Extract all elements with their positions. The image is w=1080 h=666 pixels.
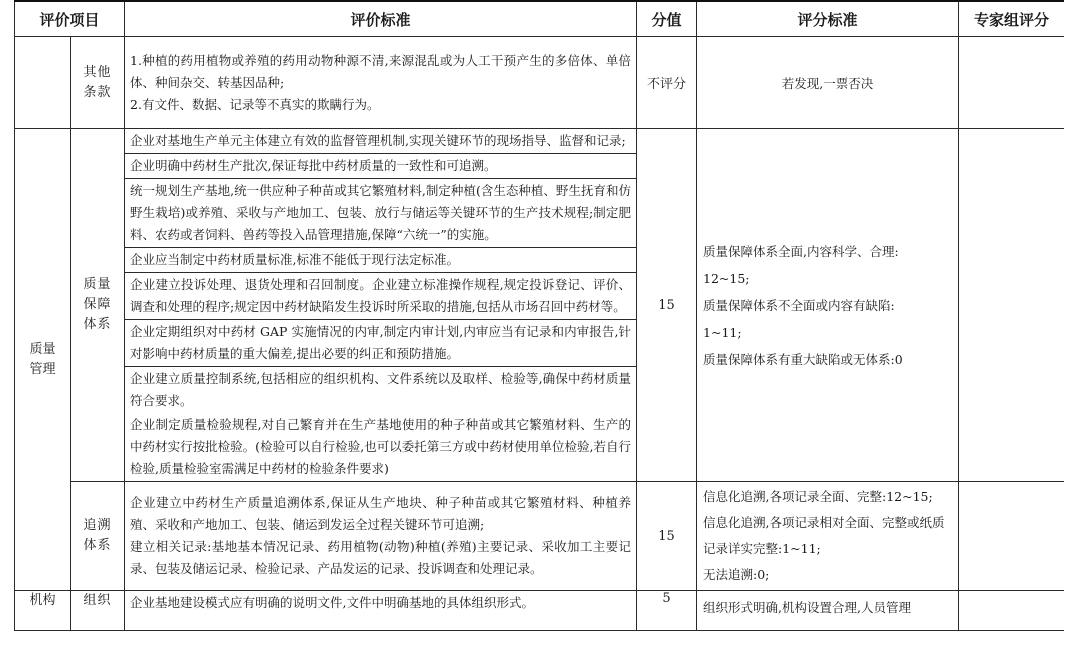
org-standard-cell: 企业基地建设模式应有明确的说明文件,文件中明确基地的具体组织形式。 xyxy=(125,591,637,631)
quality-category-label-2: 管理 xyxy=(29,361,56,377)
trace-sub-cell xyxy=(71,482,125,591)
other-clauses-row xyxy=(15,37,1065,129)
org-sub-cell: 组织 xyxy=(71,591,125,631)
other-value-cell: 不评分 xyxy=(637,37,697,129)
other-category-cell xyxy=(15,37,71,129)
quality-category-cell xyxy=(15,129,71,591)
trace-rule-cell xyxy=(697,482,959,591)
other-rule-cell: 若发现,一票否决 xyxy=(697,37,959,129)
evaluation-table xyxy=(14,0,1064,631)
qa-standard-item-5: 企业建立投诉处理、退货处理和召回制度。企业建立标准操作规程,规定投诉登记、评价、调查和处理的程序;规定因中药材缺陷发生投诉时所采取的措施,包括从市场召回中药材等。 xyxy=(125,273,636,320)
qa-standard-item-8: 企业制定质量检验规程,对自己繁育并在生产基地使用的种子种苗或其它繁殖材料、生产的中药材实行按批检验。(检验可以自行检验,也可以委托第三方或中药材使用单位检验,若自行检验,质量检验室需满足中药材的检验条件要求) xyxy=(130,417,632,476)
qa-rule-line-4: 1~11; xyxy=(703,324,742,340)
org-rule-cell: 组织形式明确,机构设置合理,人员管理 xyxy=(697,591,959,631)
quality-assurance-row xyxy=(15,129,1065,482)
quality-category-label-1: 质量 xyxy=(29,341,56,357)
trace-rule-line-1: 信息化追溯,各项记录全面、完整:12~15; xyxy=(703,489,933,504)
header-eval-item: 评价项目 xyxy=(15,1,125,37)
other-sub-label-2: 条款 xyxy=(83,84,112,100)
trace-standard-item-2: 建立相关记录:基地基本情况记录、药用植物(动物)种植(养殖)主要记录、采收加工主要记录、包装及储运记录、检验记录、产品发运的记录、投诉调查和处理记录。 xyxy=(130,539,632,576)
qa-rule-line-3: 质量保障体系不全面或内容有缺陷: xyxy=(703,297,895,313)
qa-sub-cell xyxy=(71,129,125,482)
header-score-value: 分值 xyxy=(637,1,697,37)
qa-rule-line-2: 12~15; xyxy=(703,270,750,286)
qa-value-cell: 15 xyxy=(637,129,697,482)
qa-sub-label-3: 体系 xyxy=(83,317,112,332)
trace-rule-line-3: 无法追溯:0; xyxy=(703,567,770,582)
org-expert-score-cell[interactable] xyxy=(959,591,1064,631)
evaluation-table-frame xyxy=(14,0,1064,666)
qa-rule-cell xyxy=(697,129,959,482)
trace-standard-item-1: 企业建立中药材生产质量追溯体系,保证从生产地块、种子种苗或其它繁殖材料、种植养殖、采收和产地加工、包装、储运到发运全过程关键环节可追溯; xyxy=(130,495,632,532)
org-value-cell: 5 xyxy=(637,591,697,631)
other-standard-cell xyxy=(125,37,637,129)
qa-sub-label-1: 质量 xyxy=(83,277,112,292)
trace-standard-cell xyxy=(125,482,637,591)
qa-standard-item-2: 企业明确中药材生产批次,保证每批中药材质量的一致性和可追溯。 xyxy=(125,154,636,179)
other-expert-score-cell[interactable] xyxy=(959,37,1064,129)
trace-value-cell: 15 xyxy=(637,482,697,591)
qa-rule-line-5: 质量保障体系有重大缺陷或无体系:0 xyxy=(703,351,903,367)
qa-standard-item-3: 统一规划生产基地,统一供应种子种苗或其它繁殖材料,制定种植(含生态种植、野生抚育和仿野生栽培)或养殖、采收与产地加工、包装、放行与储运等关键环节的生产技术规程;制定肥料、农药或者饲料、兽药等投入品管理措施,保障“六统一”的实施。 xyxy=(125,179,636,248)
qa-standard-item-1: 企业对基地生产单元主体建立有效的监督管理机制,实现关键环节的现场指导、监督和记录; xyxy=(125,129,636,154)
organization-row xyxy=(15,591,1065,631)
header-scoring-rule: 评分标准 xyxy=(697,1,959,37)
trace-rule-line-2: 信息化追溯,各项记录相对全面、完整或纸质记录详实完整:1~11; xyxy=(703,515,945,556)
other-sub-label-1: 其他 xyxy=(83,64,112,80)
trace-sub-label-1: 追溯 xyxy=(83,518,112,533)
qa-expert-score-cell[interactable] xyxy=(959,129,1064,482)
qa-standard-item-4: 企业应当制定中药材质量标准,标准不能低于现行法定标准。 xyxy=(125,248,636,273)
other-standard-line-2: 2.有文件、数据、记录等不真实的欺瞒行为。 xyxy=(130,96,380,112)
header-expert-score: 专家组评分 xyxy=(959,1,1064,37)
other-sub-cell xyxy=(71,37,125,129)
trace-expert-score-cell[interactable] xyxy=(959,482,1064,591)
other-standard-line-1: 1.种植的药用植物或养殖的药用动物种源不清,来源混乱或为人工干预产生的多倍体、单倍体、种间杂交、转基因品种; xyxy=(130,52,632,90)
header-row xyxy=(15,1,1065,37)
qa-rule-line-1: 质量保障体系全面,内容科学、合理: xyxy=(703,243,899,259)
qa-standard-cell xyxy=(125,129,637,482)
traceability-row xyxy=(15,482,1065,591)
qa-standard-item-7: 企业建立质量控制系统,包括相应的组织机构、文件系统以及取样、检验等,确保中药材质量符合要求。 xyxy=(130,371,632,408)
trace-sub-label-2: 体系 xyxy=(83,538,112,553)
qa-standard-item-6: 企业定期组织对中药材 GAP 实施情况的内审,制定内审计划,内审应当有记录和内审报告,针对影响中药材质量的重大偏差,提出必要的纠正和预防措施。 xyxy=(125,320,636,367)
org-category-cell: 机构 xyxy=(15,591,71,631)
header-eval-standard: 评价标准 xyxy=(125,1,637,37)
qa-sub-label-2: 保障 xyxy=(83,297,112,312)
